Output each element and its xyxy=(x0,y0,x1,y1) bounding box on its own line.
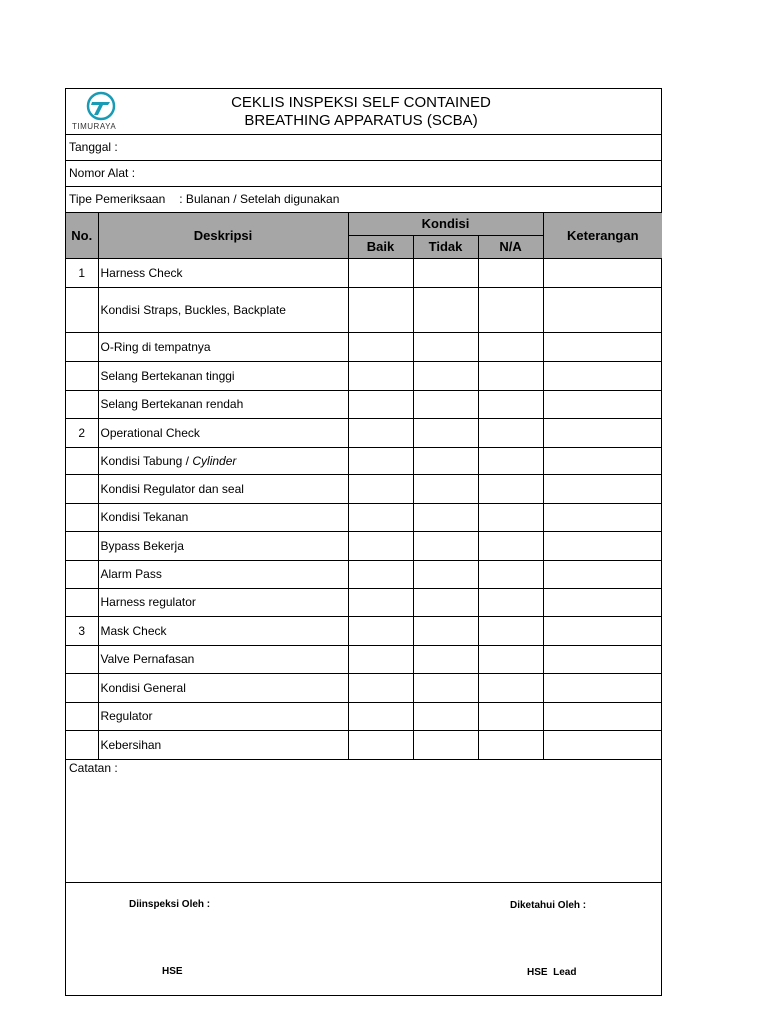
row-description-text: Kondisi Tabung / xyxy=(100,453,193,468)
table-row xyxy=(66,673,662,702)
table-row xyxy=(66,258,662,287)
cell-keterangan[interactable] xyxy=(543,730,662,759)
row-description xyxy=(98,390,348,418)
row-number xyxy=(66,560,98,588)
row-number xyxy=(66,287,98,332)
cell-tidak[interactable] xyxy=(413,503,478,531)
col-header-no: No. xyxy=(66,213,98,258)
cell-keterangan[interactable] xyxy=(543,258,662,287)
cell-na[interactable] xyxy=(478,616,543,645)
tipe-pemeriksaan-field xyxy=(66,187,661,213)
row-number xyxy=(66,531,98,560)
notes-label: Catatan : xyxy=(69,761,118,775)
cell-na[interactable] xyxy=(478,361,543,390)
cell-keterangan[interactable] xyxy=(543,361,662,390)
cell-na[interactable] xyxy=(478,673,543,702)
cell-na[interactable] xyxy=(478,447,543,474)
row-number: 2 xyxy=(66,418,98,447)
row-description xyxy=(98,287,348,332)
table-row xyxy=(66,531,662,560)
cell-na[interactable] xyxy=(478,560,543,588)
cell-na[interactable] xyxy=(478,730,543,759)
col-header-na: N/A xyxy=(478,235,543,258)
cell-baik[interactable] xyxy=(348,503,413,531)
row-description-text: O-Ring di tempatnya xyxy=(100,339,211,354)
cell-keterangan[interactable] xyxy=(543,474,662,503)
nomor-alat-label: Nomor Alat : xyxy=(69,166,136,180)
inspected-by-label: Diinspeksi Oleh : xyxy=(129,899,211,910)
row-number: 3 xyxy=(66,616,98,645)
cell-baik[interactable] xyxy=(348,616,413,645)
row-number xyxy=(66,702,98,730)
col-header-deskripsi: Deskripsi xyxy=(98,213,348,258)
cell-keterangan[interactable] xyxy=(543,332,662,361)
row-description xyxy=(98,474,348,503)
logo-text: TIMURAYA xyxy=(72,122,117,131)
inspector-role: HSE xyxy=(162,966,183,977)
cell-tidak[interactable] xyxy=(413,588,478,616)
table-row xyxy=(66,503,662,531)
table-row xyxy=(66,361,662,390)
cell-na[interactable] xyxy=(478,287,543,332)
cell-na[interactable] xyxy=(478,588,543,616)
cell-na[interactable] xyxy=(478,418,543,447)
row-description xyxy=(98,616,348,645)
cell-baik[interactable] xyxy=(348,560,413,588)
cell-baik[interactable] xyxy=(348,588,413,616)
cell-keterangan[interactable] xyxy=(543,560,662,588)
cell-tidak[interactable] xyxy=(413,332,478,361)
row-number xyxy=(66,447,98,474)
cell-keterangan[interactable] xyxy=(543,616,662,645)
row-number xyxy=(66,474,98,503)
row-number xyxy=(66,503,98,531)
row-number xyxy=(66,332,98,361)
table-row xyxy=(66,474,662,503)
title-line-2: BREATHING APPARATUS (SCBA) xyxy=(244,112,478,129)
cell-baik[interactable] xyxy=(348,702,413,730)
row-description-text: Operational Check xyxy=(100,425,200,440)
tanggal-field[interactable] xyxy=(66,135,661,161)
cell-keterangan[interactable] xyxy=(543,390,662,418)
row-description-text: Kondisi Straps, Buckles, Backplate xyxy=(100,302,286,317)
cell-tidak[interactable] xyxy=(413,702,478,730)
row-description-text: Kondisi Regulator dan seal xyxy=(100,481,244,496)
row-description xyxy=(98,332,348,361)
row-description xyxy=(98,560,348,588)
table-row xyxy=(66,588,662,616)
cell-na[interactable] xyxy=(478,474,543,503)
title-line-1: CEKLIS INSPEKSI SELF CONTAINED xyxy=(231,94,491,111)
row-number xyxy=(66,645,98,673)
table-row xyxy=(66,390,662,418)
col-header-kondisi: Kondisi xyxy=(348,213,543,235)
cell-na[interactable] xyxy=(478,531,543,560)
row-description-text: Bypass Bekerja xyxy=(100,538,184,553)
row-description xyxy=(98,588,348,616)
cell-keterangan[interactable] xyxy=(543,503,662,531)
cell-baik[interactable] xyxy=(348,474,413,503)
cell-na[interactable] xyxy=(478,702,543,730)
acknowledged-by-label: Diketahui Oleh : xyxy=(510,900,587,911)
table-row xyxy=(66,332,662,361)
row-description-italic: Cylinder xyxy=(192,453,237,468)
cell-baik[interactable] xyxy=(348,531,413,560)
table-row xyxy=(66,418,662,447)
cell-keterangan[interactable] xyxy=(543,447,662,474)
row-description xyxy=(98,645,348,673)
cell-na[interactable] xyxy=(478,390,543,418)
row-number xyxy=(66,730,98,759)
row-number: 1 xyxy=(66,258,98,287)
table-row xyxy=(66,616,662,645)
tipe-value: : Bulanan / Setelah digunakan xyxy=(179,192,340,206)
cell-baik[interactable] xyxy=(348,447,413,474)
cell-tidak[interactable] xyxy=(413,730,478,759)
row-description-text: Selang Bertekanan tinggi xyxy=(100,368,235,383)
tipe-label: Tipe Pemeriksaan xyxy=(69,192,166,206)
col-header-keterangan: Keterangan xyxy=(543,213,662,258)
row-description xyxy=(98,418,348,447)
table-row xyxy=(66,287,662,332)
row-description-text: Harness regulator xyxy=(100,595,196,609)
row-description xyxy=(98,258,348,287)
row-description xyxy=(98,361,348,390)
cell-keterangan[interactable] xyxy=(543,287,662,332)
row-description-text: Mask Check xyxy=(100,623,167,638)
timuraya-logo-icon xyxy=(84,91,118,121)
row-description xyxy=(98,531,348,560)
row-description-text: Alarm Pass xyxy=(100,567,162,581)
cell-na[interactable] xyxy=(478,645,543,673)
cell-tidak[interactable] xyxy=(413,616,478,645)
cell-tidak[interactable] xyxy=(413,474,478,503)
cell-baik[interactable] xyxy=(348,645,413,673)
checklist-table xyxy=(66,213,662,760)
row-description-text: Kondisi Tekanan xyxy=(100,510,189,524)
cell-keterangan[interactable] xyxy=(543,531,662,560)
tanggal-label: Tanggal : xyxy=(69,140,118,154)
cell-tidak[interactable] xyxy=(413,531,478,560)
company-logo xyxy=(70,91,126,133)
row-description-text: Selang Bertekanan rendah xyxy=(100,397,244,411)
row-number xyxy=(66,673,98,702)
cell-tidak[interactable] xyxy=(413,645,478,673)
row-description-text: Regulator xyxy=(100,709,153,723)
row-number xyxy=(66,588,98,616)
cell-tidak[interactable] xyxy=(413,673,478,702)
lead-role: HSE Lead xyxy=(527,967,577,978)
table-row xyxy=(66,447,662,474)
nomor-alat-field[interactable] xyxy=(66,161,661,187)
row-description-text: Harness Check xyxy=(100,265,183,280)
row-description xyxy=(98,730,348,759)
row-number xyxy=(66,361,98,390)
cell-tidak[interactable] xyxy=(413,287,478,332)
notes-area[interactable] xyxy=(66,759,661,883)
col-header-tidak: Tidak xyxy=(413,235,478,258)
table-row xyxy=(66,560,662,588)
cell-baik[interactable] xyxy=(348,258,413,287)
cell-na[interactable] xyxy=(478,503,543,531)
row-description xyxy=(98,702,348,730)
cell-baik[interactable] xyxy=(348,390,413,418)
cell-baik[interactable] xyxy=(348,730,413,759)
table-row xyxy=(66,730,662,759)
row-number xyxy=(66,390,98,418)
col-header-baik: Baik xyxy=(348,235,413,258)
cell-tidak[interactable] xyxy=(413,258,478,287)
cell-keterangan[interactable] xyxy=(543,588,662,616)
cell-baik[interactable] xyxy=(348,361,413,390)
table-row xyxy=(66,702,662,730)
cell-tidak[interactable] xyxy=(413,418,478,447)
inspection-form xyxy=(65,88,662,996)
row-description xyxy=(98,673,348,702)
cell-keterangan[interactable] xyxy=(543,673,662,702)
cell-na[interactable] xyxy=(478,332,543,361)
cell-na[interactable] xyxy=(478,258,543,287)
row-description-text: Kebersihan xyxy=(100,737,162,752)
row-description xyxy=(98,447,348,474)
cell-keterangan[interactable] xyxy=(543,645,662,673)
cell-baik[interactable] xyxy=(348,332,413,361)
cell-tidak[interactable] xyxy=(413,390,478,418)
cell-tidak[interactable] xyxy=(413,361,478,390)
table-row xyxy=(66,645,662,673)
cell-baik[interactable] xyxy=(348,673,413,702)
cell-keterangan[interactable] xyxy=(543,418,662,447)
row-description-text: Valve Pernafasan xyxy=(100,652,195,666)
cell-baik[interactable] xyxy=(348,287,413,332)
form-title xyxy=(206,94,516,130)
cell-baik[interactable] xyxy=(348,418,413,447)
cell-tidak[interactable] xyxy=(413,560,478,588)
row-description-text: Kondisi General xyxy=(100,680,186,695)
cell-keterangan[interactable] xyxy=(543,702,662,730)
cell-tidak[interactable] xyxy=(413,447,478,474)
row-description xyxy=(98,503,348,531)
form-header xyxy=(66,89,661,135)
